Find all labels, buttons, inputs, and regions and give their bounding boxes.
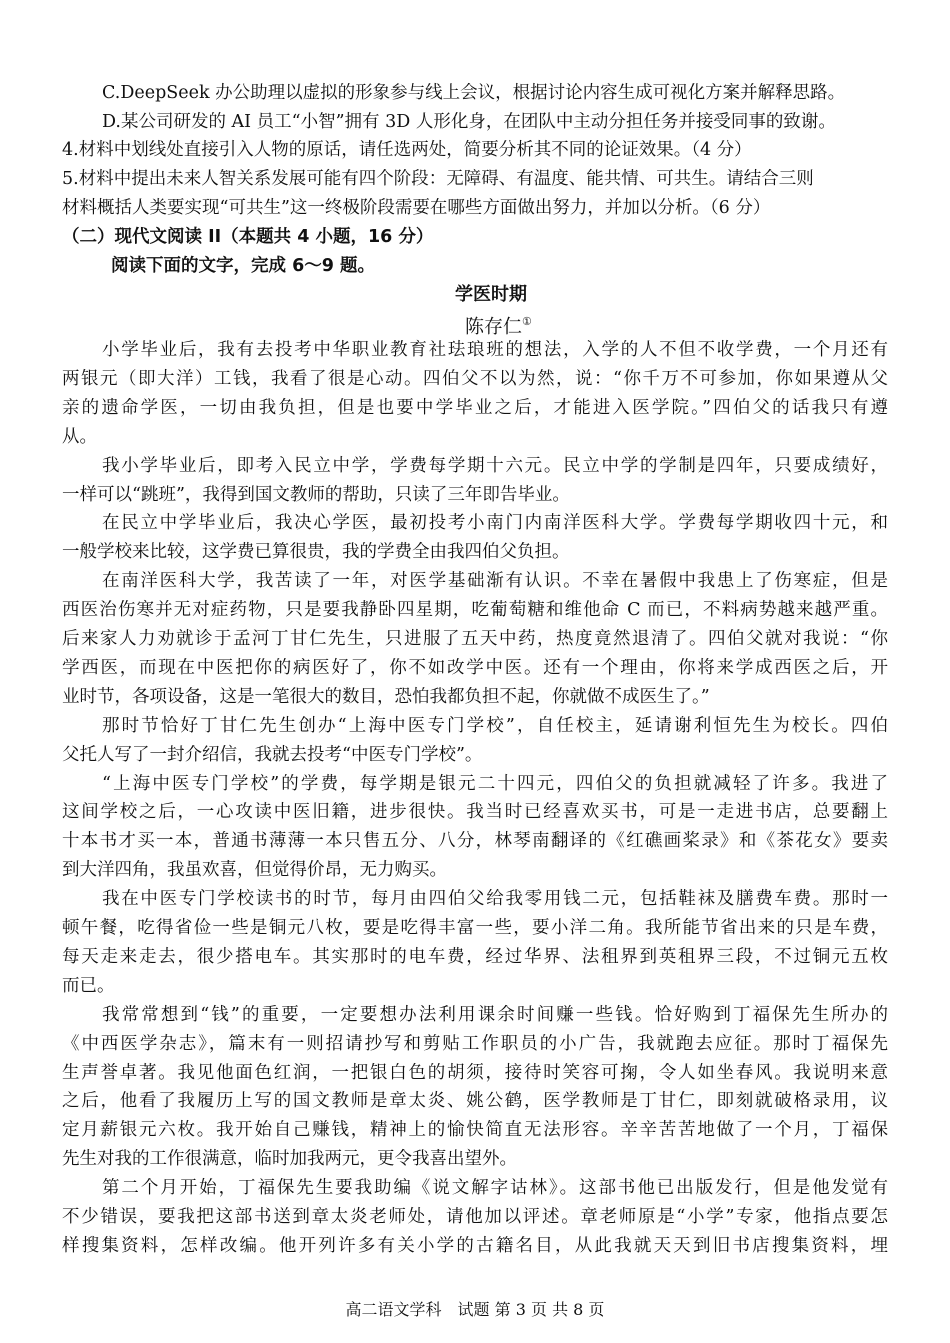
article-line: 我小学毕业后，即考入民立中学，学费每学期十六元。民立中学的学制是四年，只要成绩好， [102, 455, 888, 476]
article-line: 两银元（即大洋）工钱，我看了很是心动。四伯父不以为然，说：“你千万不可参加，你如果遵从父 [62, 368, 888, 389]
article-line: 从。 [62, 426, 97, 447]
article-line: 《中西医学杂志》，篇末有一则招请抄写和剪贴工作职员的小广告，我就跑去应征。那时丁福保先 [62, 1033, 888, 1054]
option-c: C.DeepSeek 办公助理以虚拟的形象参与线上会议，根据讨论内容生成可视化方案并解释思路。 [102, 83, 846, 103]
article-line: 那时节恰好丁甘仁先生创办“上海中医专门学校”，自任校主，延请谢利恒先生为校长。四伯 [102, 715, 888, 736]
article-line: 一般学校来比较，这学费已算很贵，我的学费全由我四伯父负担。 [62, 542, 570, 563]
article-line: 我在中医专门学校读书的时节，每月由四伯父给我零用钱二元，包括鞋袜及膳费车费。那时一 [102, 889, 888, 910]
article-line: 学西医，而现在中医把你的病医好了，你不如改学中医。还有一个理由，你将来学成西医之后，开 [62, 657, 888, 678]
question-4: 4.材料中划线处直接引入人物的原话，请任选两处，简要分析其不同的论证效果。（4 分） [62, 140, 752, 160]
section-heading: （二）现代文阅读 II（本题共 4 小题，16 分） [62, 227, 434, 247]
article-line: 顿午餐，吃得省俭一些是铜元八枚，要是吃得丰富一些，要小洋二角。我所能节省出来的只是车费， [62, 918, 888, 938]
author-name: 陈存仁 [465, 315, 523, 338]
article-author [465, 309, 532, 339]
article-line: 这间学校之后，一心攻读中医旧籍，进步很快。我当时已经喜欢买书，可是一走进书店，总要翻上 [62, 802, 888, 823]
section-instruction: 阅读下面的文字，完成 6～9 题。 [111, 256, 376, 276]
article-line: 在南洋医科大学，我苦读了一年，对医学基础渐有认识。不幸在暑假中我患上了伤寒症，但是 [102, 571, 888, 592]
article-line: 到大洋四角，我虽欢喜，但觉得价昂，无力购买。 [62, 860, 447, 881]
article-line: 第二个月开始，丁福保先生要我助编《说文解字诂林》。这部书他已出版发行，但是他发觉有 [102, 1178, 888, 1199]
article-line: 在民立中学毕业后，我决心学医，最初投考小南门内南洋医科大学。学费每学期收四十元，和 [102, 513, 888, 534]
article-line: 小学毕业后，我有去投考中华职业教育社珐琅班的想法，入学的人不但不收学费，一个月还有 [102, 340, 888, 360]
article-line: 西医治伤寒并无对症药物，只是要我静卧四星期，吃葡萄糖和维他命 C 而已，不料病势越来越严重。 [62, 600, 888, 621]
article-line: 先生对我的工作很满意，临时加我两元，更令我喜出望外。 [62, 1149, 517, 1170]
article-line: 样搜集资料，怎样改编。他开列许多有关小学的古籍名目，从此我就天天到旧书店搜集资料，埋 [62, 1235, 888, 1256]
article-line: 亲的遗命学医，一切由我负担，但是也要中学毕业之后，才能进入医学院。”四伯父的话我只有遵 [62, 397, 888, 418]
article-line: “上海中医专门学校”的学费，每学期是银元二十四元，四伯父的负担就减轻了许多。我进了 [102, 773, 888, 794]
article-line: 而已。 [62, 975, 115, 996]
author-footnote-mark: ① [522, 315, 532, 328]
question-5-line-2: 材料概括人类要实现“可共生”这一终极阶段需要在哪些方面做出努力，并加以分析。（6 分） [62, 198, 771, 218]
article-line: 业时节，各项设备，这是一笔很大的数目，恐怕我都负担不起，你就做不成医生了。” [62, 686, 710, 707]
article-line: 后来家人力劝就诊于孟河丁甘仁先生，只进服了五天中药，热度竟然退清了。四伯父就对我说：“你 [62, 629, 888, 649]
article-line: 之后，他看了我履历上写的国文教师是章太炎、姚公鹤，医学教师是丁甘仁，即刻就破格录用，议 [62, 1091, 888, 1112]
option-d: D.某公司研发的 AI 员工“小智”拥有 3D 人形化身，在团队中主动分担任务并接受同事的致谢。 [102, 112, 836, 132]
article-line: 父托人写了一封介绍信，我就去投考“中医专门学校”。 [62, 744, 483, 765]
article-line: 生声誉卓著。我见他面色红润，一把银白色的胡须，接待时笑容可掬，令人如坐春风。我说明来意 [62, 1062, 888, 1083]
article-line: 每天走来走去，很少搭电车。其实那时的电车费，经过华界、法租界到英租界三段，不过铜元五枚 [62, 946, 888, 967]
article-title: 学医时期 [455, 284, 527, 305]
article-line: 不少错误，要我把这部书送到章太炎老师处，请他加以评述。章老师原是“小学”专家，他指点要怎 [62, 1207, 888, 1227]
article-line: 定月薪银元六枚。我开始自己赚钱，精神上的愉快简直无法形容。辛辛苦苦地做了一个月，丁福保 [62, 1120, 888, 1141]
page-footer: 高二语文学科 试题 第 3 页 共 8 页 [345, 1300, 605, 1319]
article-line: 十本书才买一本，普通书薄薄一本只售五分、八分，林琴南翻译的《红礁画桨录》和《茶花女》要卖 [62, 831, 888, 852]
article-line: 我常常想到“钱”的重要，一定要想办法利用课余时间赚一些钱。恰好购到丁福保先生所办的 [102, 1004, 888, 1025]
question-5-line-1: 5.材料中提出未来人智关系发展可能有四个阶段：无障碍、有温度、能共情、可共生。请结合三则 [62, 169, 814, 189]
article-line: 一样可以“跳班”，我得到国文教师的帮助，只读了三年即告毕业。 [62, 484, 570, 505]
